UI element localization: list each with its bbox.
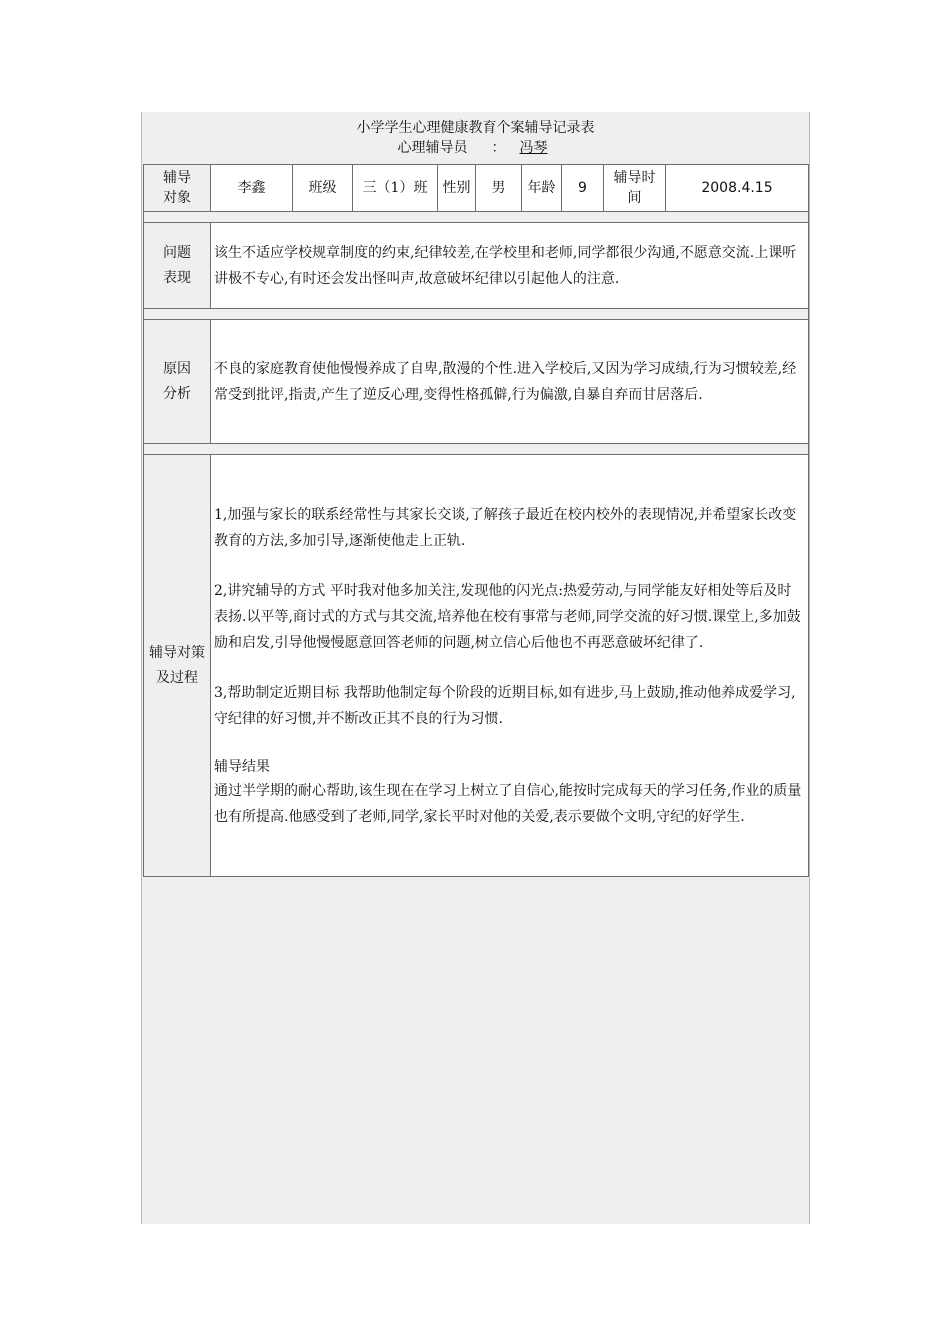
problem-text: 该生不适应学校规章制度的约束,纪律较差,在学校里和老师,同学都很少沟通,不愿意交流.上课听讲极不专心,有时还会发出怪叫声,故意破坏纪律以引起他人的注意. [214,244,797,287]
form-header [142,118,809,158]
problem-label: 问题表现 [144,223,211,309]
gender-label: 性别 [438,165,476,212]
cause-text: 不良的家庭教育使他慢慢养成了自卑,散漫的个性.进入学校后,又因为学习成绩,行为习惯较差,经常受到批评,指责,产生了逆反心理,变得性格孤僻,行为偏激,自暴自弃而甘居落后. [214,360,797,403]
form-title: 小学学生心理健康教育个案辅导记录表 [356,120,595,136]
info-row [144,165,809,212]
problem-row [144,223,809,309]
date-value: 2008.4.15 [666,165,809,212]
problem-text-cell [211,223,809,309]
class-value: 三（1）班 [353,165,438,212]
counselor-line [142,138,809,158]
student-name: 李鑫 [211,165,293,212]
counselor-label: 心理辅导员 [397,140,468,156]
result-text: 通过半学期的耐心帮助,该生现在在学习上树立了自信心,能按时完成每天的学习任务,作业的质量也有所提高.他感受到了老师,同学,家长平时对他的关爱,表示要做个文明,守纪的好学生. [214,782,802,825]
age-value: 9 [562,165,604,212]
strategy-text-cell [211,455,809,877]
strategy-step-2: 2,讲究辅导的方式 平时我对他多加关注,发现他的闪光点:热爱劳动,与同学能友好相处等后及时表扬.以平等,商讨式的方式与其交流,培养他在校有事常与老师,同学交流的好习惯.课堂上,多加鼓励和启发,引导他慢慢愿意回答老师的问题,树立信心后他也不再恶意破坏纪律了. [214,582,801,651]
row-spacer [144,212,809,223]
counselor-name: 冯琴 [519,140,548,156]
row-spacer [144,309,809,320]
record-table [143,164,809,877]
strategy-step-3: 3,帮助制定近期目标 我帮助他制定每个阶段的近期目标,如有进步,马上鼓励,推动他养成爱学习,守纪律的好习惯,并不断改正其不良的行为习惯. [214,684,796,727]
row-spacer [144,444,809,455]
result-title: 辅导结果 [214,758,270,775]
cause-row [144,320,809,444]
strategy-step-1: 1,加强与家长的联系经常性与其家长交谈,了解孩子最近在校内校外的表现情况,并希望家长改变教育的方法,多加引导,逐渐使他走上正轨. [214,506,797,549]
age-label: 年龄 [522,165,562,212]
record-form [141,112,810,1224]
gender-value: 男 [476,165,522,212]
class-label: 班级 [293,165,353,212]
strategy-row [144,455,809,877]
cause-text-cell [211,320,809,444]
counselor-colon: ： [491,140,506,156]
time-label: 辅导时间 [604,165,666,212]
strategy-label: 辅导对策及过程 [144,455,211,877]
cause-label: 原因分析 [144,320,211,444]
subject-label: 辅导对象 [144,165,211,212]
